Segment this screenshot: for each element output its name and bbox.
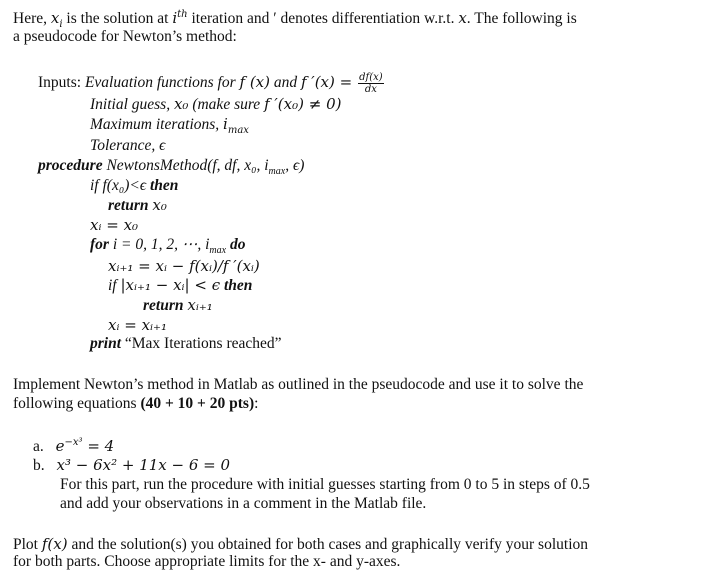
task-line-1: Implement Newton’s method in Matlab as outlined in the pseudocode and use it to solve the bbox=[13, 376, 584, 393]
task-line-2: following equations (40 + 10 + 20 pts): bbox=[13, 395, 259, 412]
equation-a: a. $e^{-x^3} = 4$ bbox=[33, 437, 115, 455]
intro-text: iteration and ′ denotes differentiation w.r.t. bbox=[187, 10, 459, 27]
ith-symbol: $i^{th}$ bbox=[172, 9, 188, 27]
procedure-line: procedure NewtonsMethod(f, df, x₀, $i_{max}$, ϵ) bbox=[38, 157, 305, 178]
equation-b-note-2: and add your observations in a comment in the Matlab file. bbox=[60, 495, 427, 512]
assign2-line: xᵢ = xᵢ₊₁ bbox=[108, 316, 167, 334]
intro-line-2: a pseudocode for Newton’s method: bbox=[13, 28, 237, 45]
derivative-fraction: $\frac{df(x)}{dx}$ bbox=[359, 72, 383, 95]
x-symbol: x bbox=[458, 9, 467, 27]
update-line: xᵢ₊₁ = xᵢ − f(xᵢ)/f ′(xᵢ) bbox=[108, 257, 260, 275]
tolerance-line: Tolerance, ϵ bbox=[90, 137, 166, 154]
assign-line: xᵢ = x₀ bbox=[90, 216, 139, 234]
intro-text: . The following is bbox=[466, 10, 577, 27]
plot-task-line-1: Plot f(x) and the solution(s) you obtained for both cases and graphically verify your solution bbox=[13, 535, 589, 553]
xi-symbol: $x_i$ bbox=[50, 9, 63, 30]
max-iterations-line: Maximum iterations, $i_{max}$ bbox=[90, 115, 249, 136]
return-line: return x₀ bbox=[108, 196, 167, 214]
plot-task-line-2: for both parts. Choose appropriate limits for the x- and y-axes. bbox=[13, 553, 401, 570]
if2-line: if |xᵢ₊₁ − xᵢ| < ϵ then bbox=[108, 276, 253, 294]
equation-b-note-1: For this part, run the procedure with initial guesses starting from 0 to 5 in steps of 0.5 bbox=[60, 476, 590, 493]
inputs-line: Inputs: Evaluation functions for f (x) and f ′(x) = $\frac{df(x)}{dx}$ bbox=[38, 72, 383, 95]
initial-guess-line: Initial guess, x₀ (make sure f ′(x₀) ≠ 0) bbox=[90, 95, 342, 113]
intro-text: is the solution at bbox=[62, 10, 173, 27]
if-line: if f(x₀)<ϵ then bbox=[90, 177, 179, 194]
return2-line: return xᵢ₊₁ bbox=[143, 296, 213, 314]
equation-b: b. x³ − 6x² + 11x − 6 = 0 bbox=[33, 456, 231, 474]
for-line: for i = 0, 1, 2, ⋯, $i_{max}$ do bbox=[90, 236, 246, 257]
intro-line-1 bbox=[13, 9, 577, 28]
intro-text: Here, bbox=[13, 10, 51, 27]
print-line: print “Max Iterations reached” bbox=[90, 335, 282, 352]
